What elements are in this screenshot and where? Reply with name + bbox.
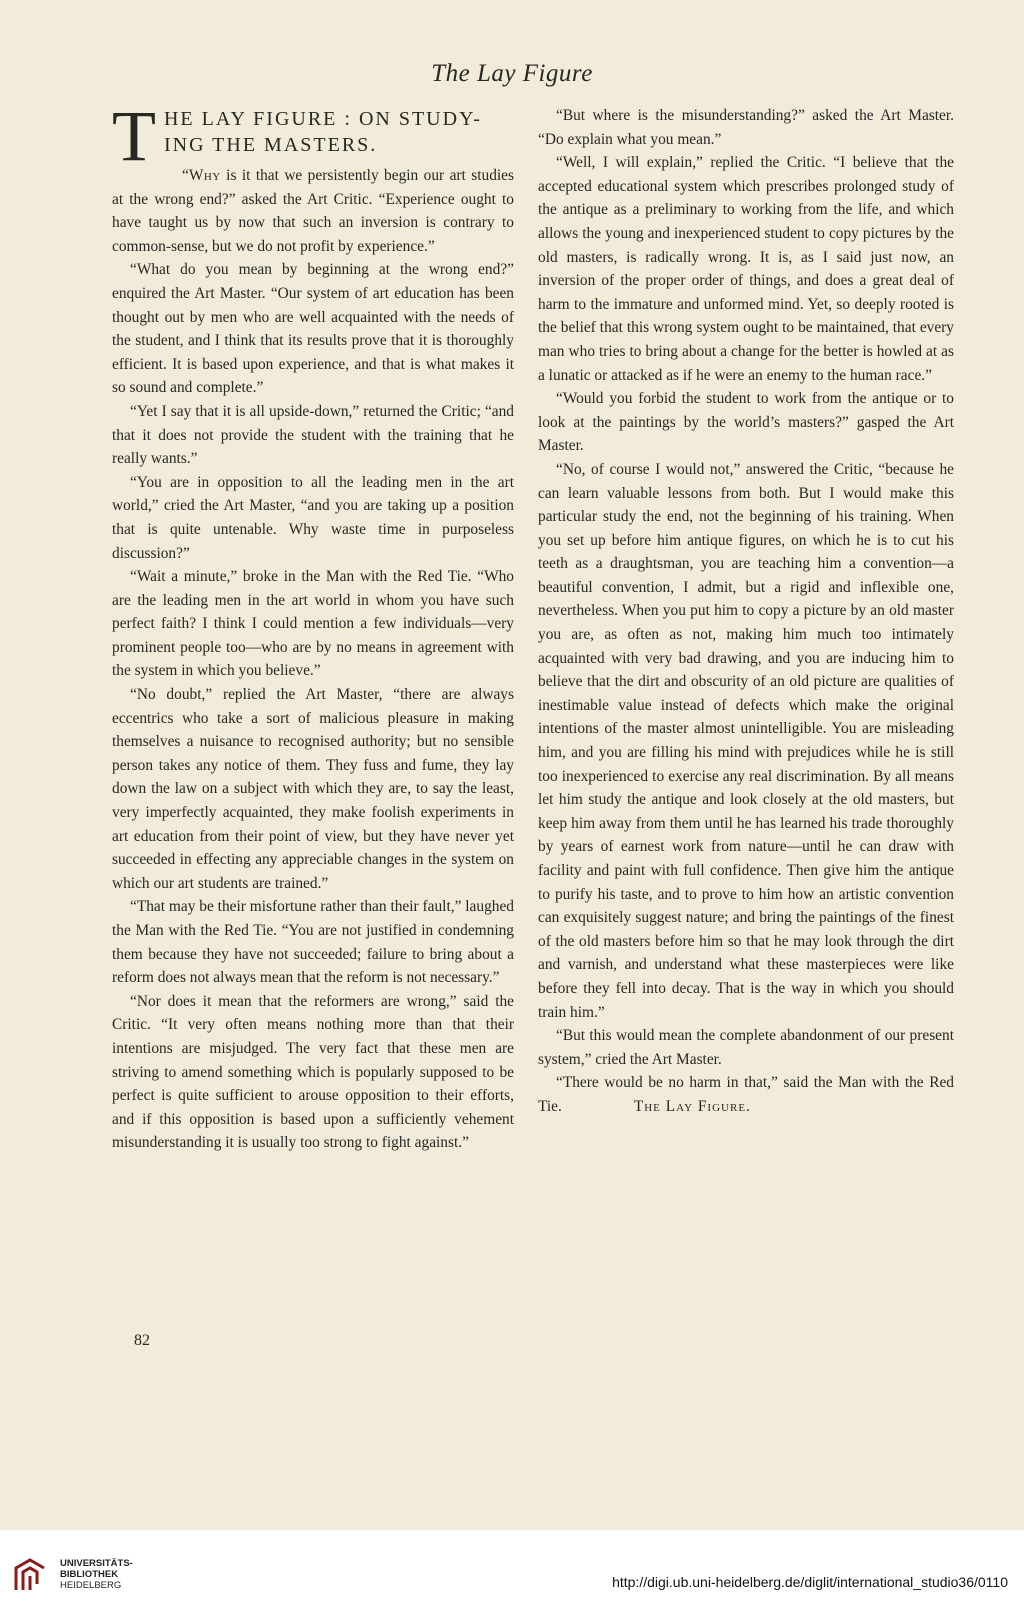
title-line-1: HE LAY FIGURE : ON STUDY- [163,108,482,130]
university-library-logo-icon[interactable] [10,1554,52,1596]
paragraph: “Yet I say that it is all upside-down,” returned the Critic; “and that it does not provide the student with the training that he really wants.” [112,402,514,468]
title-line-2: ING THE MASTERS. [163,134,378,156]
right-column [538,104,954,1119]
paragraph: “You are in opposition to all the leading men in the art world,” cried the Art Master, “and you are taking up a position that is quite untenable. Why waste time in purposeless discussion?” [112,473,514,562]
paragraph: “No, of course I would not,” answered the Critic, “because he can learn valuable lessons from both. But I would make this particular study the end, not the beginning of his training. When you set up before him antique figures, on which he is to cut his teeth as a draughtsman, you are teaching him a convention—a beautiful convention, I admit, but a rigid and inflexible one, nevertheless. When you put him to copy a picture by an old master you are, as often as not, making him much too intimately acquainted with very bad drawing, and you are inducing him to believe that the dirt and obscurity of an old picture are qualities of inestimable value instead of defects which make the original intentions of the master almost unintelligible. You are misleading him, and you are filling his mind with prejudices while he is still too inexperienced to exercise any real discrimination. By all means let him study the antique and look closely at the old masters, but keep him away from them until he has learned his trade thoroughly by years of earnest work from nature—until he can draw with facility and paint with full confidence. Then give him the antique to purify his taste, and to prove to him how an artistic convention can exquisitely suggest nature; and bring the paintings of the finest of the old masters before him so that he may look through the dirt and varnish, and understand what these masterpieces were like before they fell into decay. That is the way in which you should train him.” [538,460,954,1021]
page-number: 82 [134,1332,150,1349]
paragraph: “Nor does it mean that the reformers are wrong,” said the Critic. “It very often means nothing more than that their intentions are misjudged. The very fact that these men are striving to amend something which is popularly supposed to be perfect is quite sufficient to arouse opposition to their efforts, and if this opposition is based upon a sufficiently vehement misunderstanding it is usually too strong to fight against.” [112,992,514,1152]
paragraph: “Wait a minute,” broke in the Man with the Red Tie. “Who are the leading men in the art world in whom you have such perfect faith? I think I could mention a few individuals—very prominent people too—who are by no means in agreement with the system in which you believe.” [112,568,514,680]
paragraph: “No doubt,” replied the Art Master, “there are always eccentrics who take a sort of malicious pleasure in making themselves a nuisance to recognised authority; but no sensible person takes any notice of them. They fuss and fume, they lay down the law on a subject with which they are, to say the least, very imperfectly acquainted, they make foolish experiments in art education from their point of view, but they have never yet succeeded in effecting any appreciable changes in the system on which our art students are trained.” [112,686,514,892]
drop-cap: T [112,96,156,176]
paragraph: “Why is it that we persistently begin our art studies at the wrong end?” asked the Art Critic. “Experience ought to have taught us by now that such an inversion is contrary to common-sense, but we do not profit by experience.” [112,167,514,255]
signature: The Lay Figure. [633,1097,751,1115]
footer-bar [0,1530,1024,1612]
first-word: Why [188,167,221,184]
left-column [112,96,514,1155]
paragraph: “But where is the misunderstanding?” asked the Art Master. “Do explain what you mean.” [538,107,954,148]
paragraph: “What do you mean by beginning at the wrong end?” enquired the Art Master. “Our system of art education has been thought out by men who are well acquainted with the needs of the student, and I think that its results prove that it is thoroughly efficient. It is based upon experience, and that is what makes it so sound and complete.” [112,261,514,397]
paragraph: “That may be their misfortune rather than their fault,” laughed the Man with the Red Tie. “You are not justified in condemning them because they have not succeeded; failure to bring about a reform does not always mean that the reform is not necessary.” [112,898,514,987]
library-name: UNIVERSITÄTS- BIBLIOTHEK HEIDELBERG [60,1558,133,1591]
paragraph: “Would you forbid the student to work from the antique or to look at the paintings by the world’s masters?” gasped the Art Master. [538,390,954,455]
paragraph: “Well, I will explain,” replied the Critic. “I believe that the accepted educational system which prescribes prolonged study of the antique as a preliminary to working from the life, and which allows the young and inexperienced student to copy pictures by the old masters, is radically wrong. It is, as I said just now, an inversion of the proper order of things, and does a great deal of harm to the immature and unformed mind. Yet, so deeply rooted is the belief that this wrong system ought to be maintained, that every man who tries to bring about a change for the better is howled at as a lunatic or attacked as if he were an enemy to the human race.” [538,154,954,384]
paragraph: “There would be no harm in that,” said the Man with the Red Tie. The Lay Figure. [538,1074,954,1115]
running-head: The Lay Figure [431,60,593,87]
source-url-link[interactable]: http://digi.ub.uni-heidelberg.de/diglit/international_studio36/0110 [612,1574,1008,1590]
paragraph: “But this would mean the complete abandonment of our present system,” cried the Art Master. [538,1027,954,1068]
